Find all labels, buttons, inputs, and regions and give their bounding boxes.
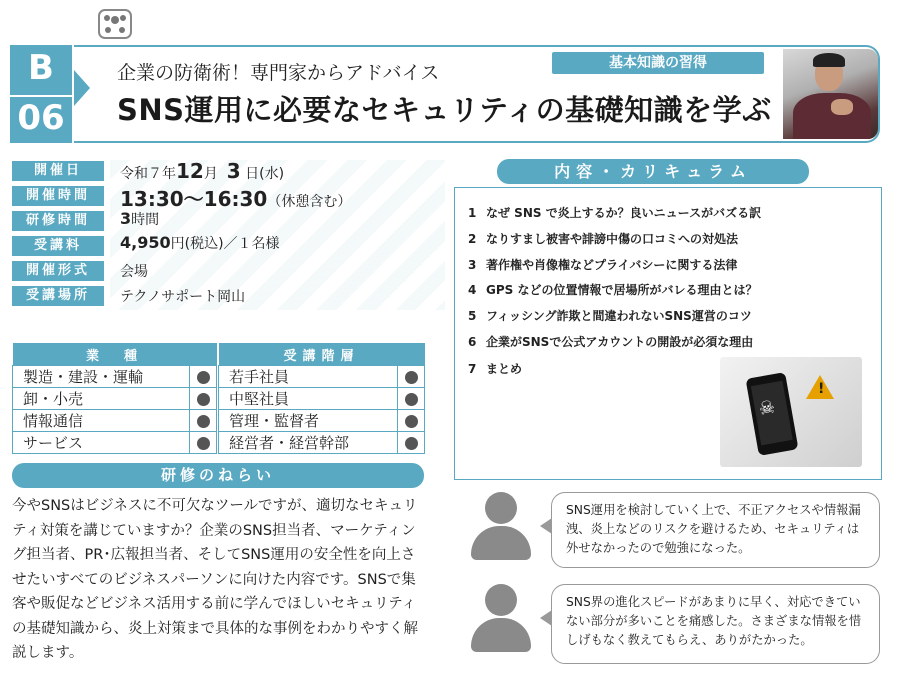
person-icon [468, 584, 534, 654]
info-value-time: 13:30～16:30（休憩含む） [120, 187, 352, 211]
badge-letter: B [28, 48, 54, 88]
industry-row: 製造・建設・運輸 [13, 366, 190, 388]
badge-divider [10, 95, 72, 97]
smartphone-icon: ☠ [746, 372, 799, 456]
course-subtitle: 企業の防衛術！専門家からアドバイス [117, 62, 440, 84]
info-label-fee: 受講料 [12, 236, 104, 256]
person-icon [468, 492, 534, 562]
bullet-dot-icon [405, 393, 418, 406]
curriculum-item: 3 著作権や肖像権などプライバシーに関する法律 [468, 258, 738, 272]
bullet-dot-icon [405, 371, 418, 384]
curriculum-item: 4 GPS などの位置情報で居場所がバレる理由とは？ [468, 283, 758, 297]
info-value-date: 令和７年12月 3 日(水) [120, 159, 285, 183]
curriculum-heading: 内容・カリキュラム [497, 159, 809, 184]
phone-warning-image: ☠ ! [720, 357, 862, 467]
bullet-dot-icon [197, 393, 210, 406]
info-label-venue: 受講場所 [12, 286, 104, 306]
level-row: 若手社員 [219, 366, 398, 388]
info-label-duration: 研修時間 [12, 211, 104, 231]
badge-number: 06 [17, 98, 65, 138]
bullet-dot-icon [197, 415, 210, 428]
info-value-format: 会場 [120, 264, 148, 280]
bullet-dot-icon [197, 371, 210, 384]
info-value-venue: テクノサポート岡山 [120, 289, 246, 305]
info-value-fee: 4,950円(税込)／１名様 [120, 233, 280, 252]
curriculum-item: 1 なぜ SNS で炎上するか？良いニュースがバズる訳 [468, 206, 762, 220]
testimonial-bubble: SNS界の進化スピードがあまりに早く、対応できていない部分が多いことを痛感した。さまざまな情報を惜しげもなく教えてもらえ、ありがたかった。 [551, 584, 880, 664]
level-row: 管理・監督者 [219, 410, 398, 432]
level-row: 中堅社員 [219, 388, 398, 410]
level-row: 経営者・経営幹部 [219, 432, 398, 454]
instructor-photo [783, 49, 878, 139]
info-label-date: 開催日 [12, 161, 104, 181]
industry-row: サービス [13, 432, 190, 454]
testimonial-bubble: SNS運用を検討していく上で、不正アクセスや情報漏洩、炎上などのリスクを避けるため、セキュリティは外せなかったので勉強になった。 [551, 492, 880, 568]
level-table [218, 343, 425, 454]
info-label-format: 開催形式 [12, 261, 104, 281]
category-tag: 基本知識の習得 [552, 52, 764, 74]
bullet-dot-icon [405, 437, 418, 450]
curriculum-item: 5 フィッシング詐欺と間違われないSNS運営のコツ [468, 309, 752, 323]
level-header: 受講階層 [219, 343, 425, 366]
course-title: SNS運用に必要なセキュリティの基礎知識を学ぶ [117, 93, 772, 127]
info-value-duration: 3時間 [120, 209, 160, 228]
info-label-time: 開催時間 [12, 186, 104, 206]
aim-heading: 研修のねらい [12, 463, 424, 488]
group-people-icon [98, 9, 132, 39]
curriculum-item: 2 なりすまし被害や誹謗中傷の口コミへの対処法 [468, 232, 739, 246]
aim-text: 今やSNSはビジネスに不可欠なツールですが、適切なセキュリティ対策を講じていますか？企業のSNS担当者、マーケティング担当者、PR･広報担当者、そしてSNS運用の安全性を向上させたいすべてのビジネスパーソンに向けた内容です。SNSで集客や販促などビジネス活用する前に学んでほしいセキュリティの基礎知識から、炎上対策まで具体的な事例をわかりやすく解説します。 [12, 498, 418, 661]
bullet-dot-icon [405, 415, 418, 428]
curriculum-item: 6 企業がSNSで公式アカウントの開設が必須な理由 [468, 335, 754, 349]
industry-row: 情報通信 [13, 410, 190, 432]
industry-header: 業 種 [13, 343, 217, 366]
industry-row: 卸・小売 [13, 388, 190, 410]
industry-table [12, 343, 217, 454]
curriculum-item: 7 まとめ [468, 362, 523, 376]
bullet-dot-icon [197, 437, 210, 450]
header-arrow [74, 70, 90, 106]
